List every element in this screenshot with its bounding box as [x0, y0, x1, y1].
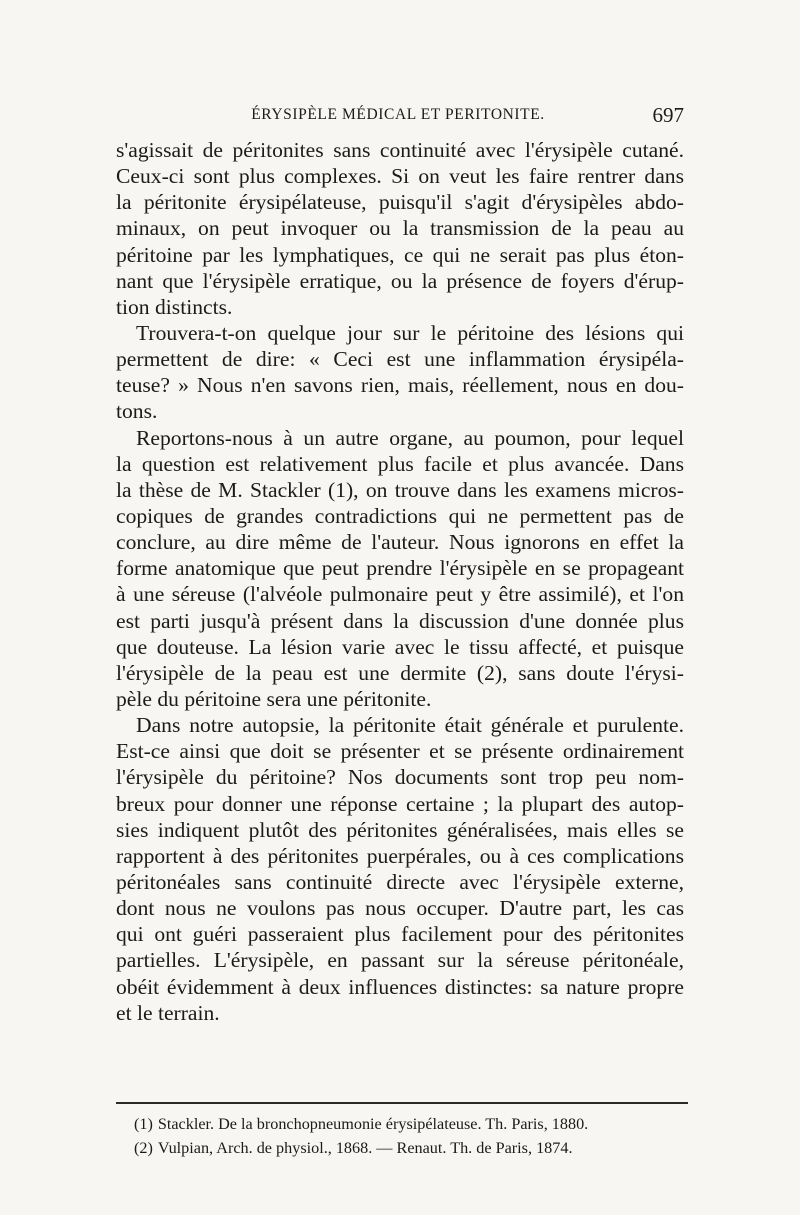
text-line: Est-ce ainsi que doit se présenter et se présente ordinairement — [116, 739, 684, 764]
text-line: Dans notre autopsie, la péritonite était générale et purulente. — [136, 713, 684, 738]
text-line: à une séreuse (l'alvéole pulmonaire peut y être assimilé), et l'on — [116, 582, 684, 607]
text-line: minaux, on peut invoquer ou la transmission de la peau au — [116, 216, 684, 241]
text-line: la péritonite érysipélateuse, puisqu'il s'agit d'érysipèles abdo- — [116, 190, 684, 215]
text-line: partielles. L'érysipèle, en passant sur la séreuse péritonéale, — [116, 948, 684, 973]
text-line: que douteuse. La lésion varie avec le tissu affecté, et puisque — [116, 634, 684, 659]
text-line: nant que l'érysipèle erratique, ou la présence de foyers d'érup- — [116, 268, 684, 293]
text-line: s'agissait de péritonites sans continuité avec l'érysipèle cutané. — [116, 138, 684, 162]
text-line: conclure, au dire même de l'auteur. Nous ignorons en effet la — [116, 530, 684, 555]
body-text — [116, 137, 684, 1026]
footnote-text: Vulpian, Arch. de physiol., 1868. — Renaut. Th. de Paris, 1874. — [157, 1139, 573, 1157]
footnote-number: (2) — [134, 1139, 153, 1157]
footnote-number: (1) — [134, 1115, 153, 1133]
text-line: péritoine par les lymphatiques, ce qui ne serait pas plus éton- — [116, 242, 684, 267]
text-line: tion distincts. — [116, 294, 233, 319]
footnote — [134, 1112, 694, 1136]
text-line: Reportons-nous à un autre organe, au poumon, pour lequel — [136, 425, 684, 450]
text-line: pèle du péritoine sera une péritonite. — [116, 686, 432, 711]
text-line: la question est relativement plus facile et plus avancée. Dans — [116, 451, 684, 476]
footnote — [134, 1136, 694, 1160]
text-line: forme anatomique que peut prendre l'érysipèle en se propageant — [116, 556, 684, 581]
text-line: l'érysipèle du péritoine? Nos documents sont trop peu nom- — [116, 765, 684, 790]
text-line: l'érysipèle de la peau est une dermite (2), sans doute l'érysi- — [116, 660, 684, 685]
page-number: 697 — [652, 103, 684, 127]
text-line: et le terrain. — [116, 1000, 220, 1025]
text-line: qui ont guéri passeraient plus facilement pour des péritonites — [116, 922, 684, 947]
text-line: dont nous ne voulons pas nous occuper. D'autre part, les cas — [116, 896, 684, 921]
text-line: breux pour donner une réponse certaine ; la plupart des autop- — [116, 791, 684, 816]
text-line: rapportent à des péritonites puerpérales, ou à ces complications — [116, 843, 684, 868]
text-line: tons. — [116, 399, 158, 424]
text-line: péritonéales sans continuité directe avec l'érysipèle externe, — [116, 869, 684, 894]
text-line: est parti jusqu'à présent dans la discussion d'une donnée plus — [116, 608, 684, 633]
text-line: obéit évidemment à deux influences distinctes: sa nature propre — [116, 974, 684, 999]
text-line: teuse? » Nous n'en savons rien, mais, réellement, nous en dou- — [116, 373, 684, 398]
footnote-text: Stackler. De la bronchopneumonie érysipélateuse. Th. Paris, 1880. — [157, 1115, 589, 1133]
page-header — [112, 103, 684, 132]
text-line: la thèse de M. Stackler (1), on trouve dans les examens micros- — [116, 477, 684, 502]
footnotes — [134, 1112, 694, 1160]
text-line: sies indiquent plutôt des péritonites généralisées, mais elles se — [116, 817, 684, 842]
text-line: Trouvera-t-on quelque jour sur le péritoine des lésions qui — [136, 320, 684, 345]
running-title: ÉRYSIPÈLE MÉDICAL ET PERITONITE. — [251, 106, 545, 123]
text-line: permettent de dire: « Ceci est une inflammation érysipéla- — [116, 347, 684, 372]
text-line: Ceux-ci sont plus complexes. Si on veut les faire rentrer dans — [116, 164, 684, 189]
text-line: copiques de grandes contradictions qui ne permettent pas de — [116, 503, 684, 528]
footnote-separator — [116, 1102, 688, 1104]
